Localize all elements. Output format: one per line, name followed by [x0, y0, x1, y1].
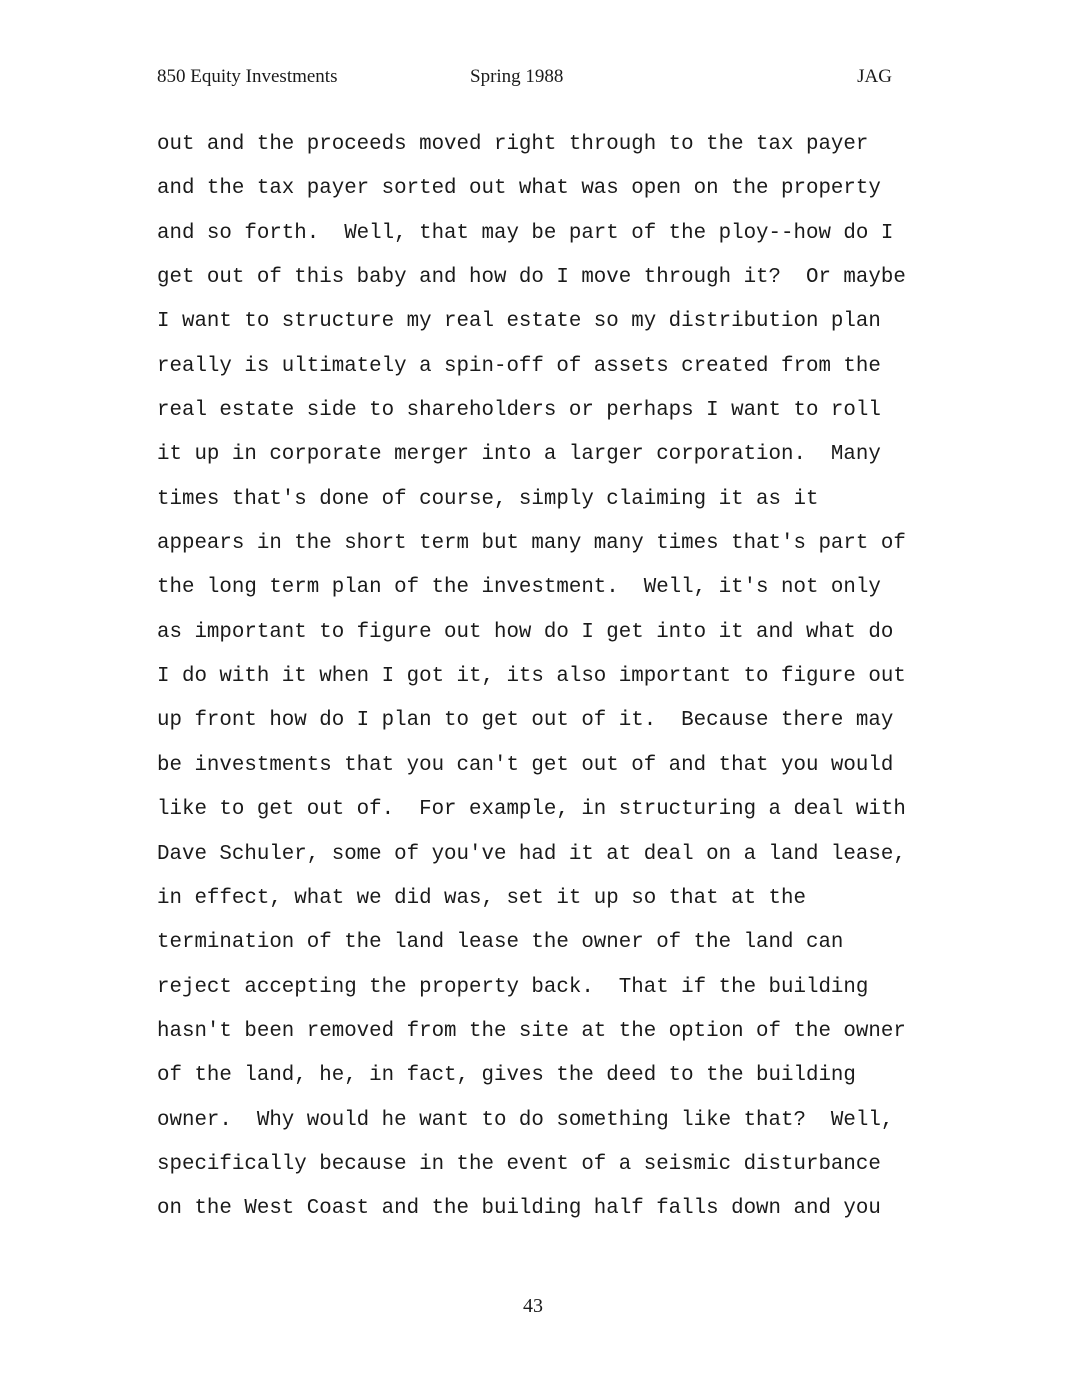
text-line: it up in corporate merger into a larger corporation. Many — [157, 443, 881, 467]
text-line: I want to structure my real estate so my distribution plan — [157, 310, 881, 334]
text-line: the long term plan of the investment. Well, it's not only — [157, 576, 881, 600]
text-line: up front how do I plan to get out of it. Because there may — [157, 709, 894, 733]
page-header — [157, 64, 892, 90]
text-line: as important to figure out how do I get into it and what do — [157, 620, 894, 644]
text-line: real estate side to shareholders or perhaps I want to roll — [157, 399, 881, 423]
text-line: get out of this baby and how do I move through it? Or maybe — [157, 266, 906, 290]
text-line: and so forth. Well, that may be part of the ploy--how do I — [157, 221, 894, 245]
text-line: of the land, he, in fact, gives the deed to the building — [157, 1064, 856, 1088]
text-line: and the tax payer sorted out what was open on the property — [157, 177, 881, 201]
text-line: Dave Schuler, some of you've had it at deal on a land lease, — [157, 842, 906, 866]
text-line: like to get out of. For example, in structuring a deal with — [157, 798, 906, 822]
text-line: in effect, what we did was, set it up so that at the — [157, 886, 806, 910]
text-line: appears in the short term but many many times that's part of — [157, 532, 906, 556]
text-line: out and the proceeds moved right through to the tax payer — [157, 133, 869, 156]
text-line: reject accepting the property back. That if the building — [157, 975, 869, 999]
text-line: be investments that you can't get out of and that you would — [157, 753, 894, 777]
page-number: 43 — [523, 1295, 543, 1317]
text-line: specifically because in the event of a seismic disturbance — [157, 1152, 881, 1176]
header-term: Spring 1988 — [470, 66, 564, 87]
text-line: hasn't been removed from the site at the option of the owner — [157, 1019, 906, 1043]
text-line: I do with it when I got it, its also important to figure out — [157, 665, 906, 689]
header-course-title: 850 Equity Investments — [157, 66, 338, 87]
header-initials: JAG — [857, 66, 892, 87]
text-line: owner. Why would he want to do something like that? Well, — [157, 1108, 894, 1132]
text-line: really is ultimately a spin-off of assets created from the — [157, 354, 881, 378]
transcript-body — [157, 123, 927, 1232]
text-line: termination of the land lease the owner of the land can — [157, 931, 844, 955]
text-line: on the West Coast and the building half falls down and you — [157, 1197, 881, 1221]
text-line: times that's done of course, simply claiming it as it — [157, 487, 819, 511]
